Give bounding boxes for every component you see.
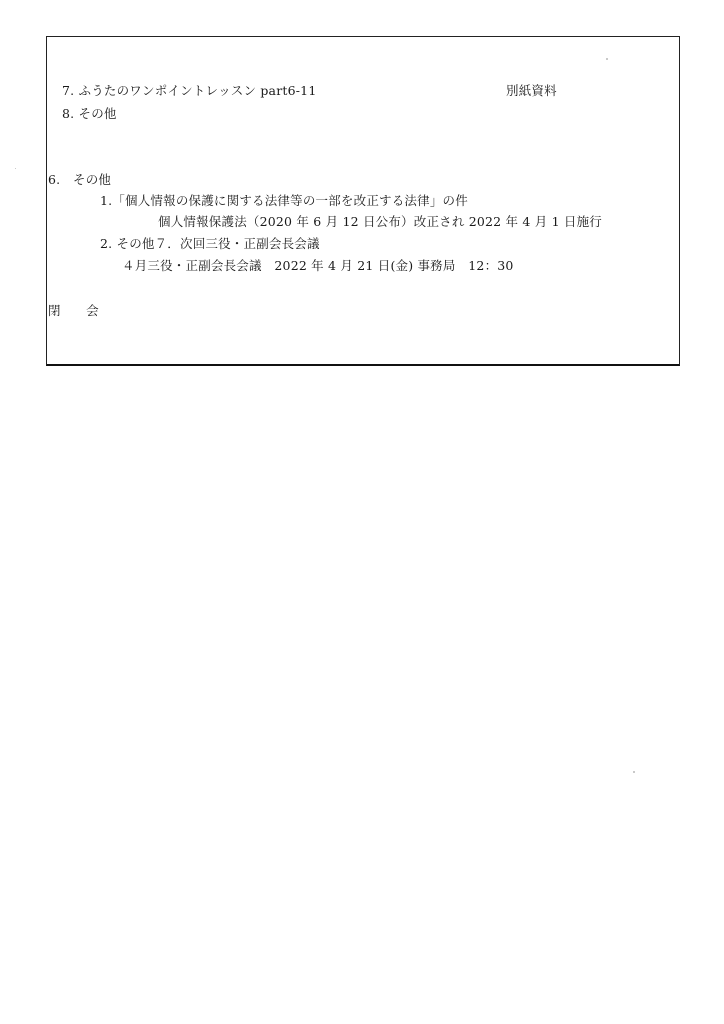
scan-speck — [15, 168, 16, 169]
section-6-item-2: 2. その他７．次回三役・正副会長会議 — [100, 236, 320, 251]
scan-speck — [633, 771, 635, 773]
scan-speck — [606, 58, 608, 60]
agenda-item-8: 8. その他 — [62, 106, 117, 121]
section-6-item-2-detail: ４月三役・正副会長会議 2022 年 4 月 21 日(金) 事務局 12：30 — [122, 258, 514, 273]
agenda-item-7: 7. ふうたのワンポイントレッスン part6-11 — [62, 83, 317, 98]
agenda-item-7-note: 別紙資料 — [506, 83, 557, 98]
closing-text: 閉 会 — [48, 303, 99, 318]
section-6-heading: 6. その他 — [48, 172, 112, 187]
section-6-item-1: 1.「個人情報の保護に関する法律等の一部を改正する法律」の件 — [100, 193, 468, 208]
section-6-item-1-detail: 個人情報保護法（2020 年 6 月 12 日公布）改正され 2022 年 4 月 1 日施行 — [158, 214, 602, 229]
